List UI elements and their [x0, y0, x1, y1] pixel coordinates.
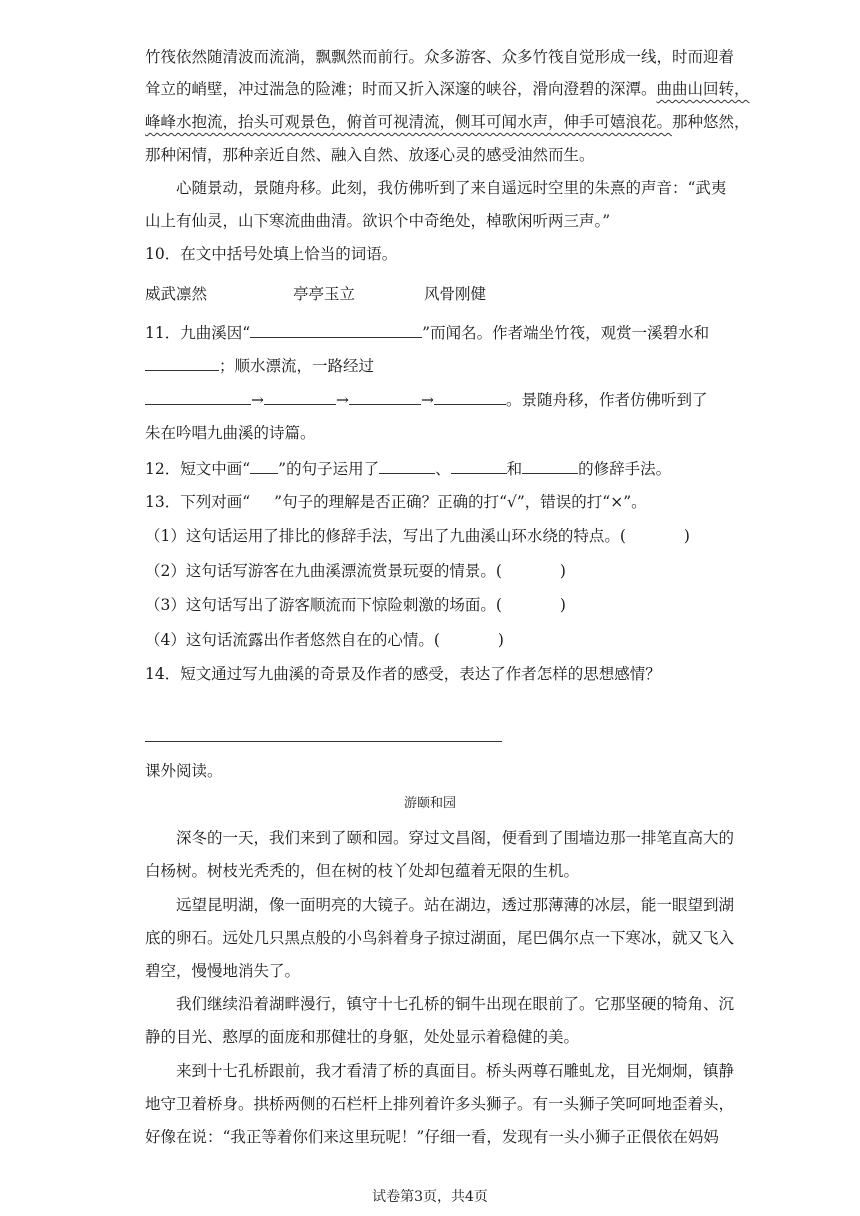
article-line	[176, 994, 756, 1014]
passage-line	[145, 47, 735, 67]
answer-blank[interactable]	[349, 390, 421, 405]
passage-line	[176, 178, 756, 198]
passage-text: 那种悠然，	[672, 113, 750, 131]
article-text: 地守卫着桥身。拱桥两侧的石栏杆上排列着许多头狮子。有一头狮子笑呵呵地歪着头，	[145, 1095, 735, 1113]
section-heading-text: 课外阅读。	[145, 762, 223, 780]
question-10	[145, 244, 725, 264]
question-12-text: 12．短文中画“	[145, 460, 251, 478]
paren-close: )	[559, 596, 566, 614]
question-12-text: ”的句子运用了	[278, 460, 380, 478]
paren-close: )	[497, 631, 504, 649]
arrow: →	[336, 391, 349, 409]
article-line	[176, 895, 756, 915]
question-11-text: 。景随舟移，作者仿佛听到了	[506, 391, 708, 409]
article-text: 来到十七孔桥跟前，我才看清了桥的真面目。桥头两尊石雕虬龙，目光炯炯，镇静	[176, 1062, 735, 1080]
question-12-text: 的修辞手法。	[578, 460, 672, 478]
question-11	[145, 390, 725, 410]
passage-text: 心随景动，景随舟移。此刻，我仿佛听到了来自遥远时空里的朱熹的声音：“武夷	[176, 179, 727, 197]
question-11	[145, 356, 725, 376]
article-line	[145, 1127, 725, 1147]
judgment-statement: （4）这句话流露出作者悠然自在的心情。(	[145, 631, 440, 649]
section-heading	[145, 761, 725, 781]
paren-close: )	[683, 527, 690, 545]
question-13-item	[145, 595, 725, 615]
passage-text: 那种闲情，那种亲近自然、融入自然、放逐心灵的感受油然而生。	[145, 146, 595, 164]
question-13	[145, 492, 725, 512]
article-text: 底的卵石。远处几只黑点般的小鸟斜着身子掠过湖面，尾巴偶尔点一下寒冰，就又飞入	[145, 929, 735, 947]
question-13-item	[145, 561, 725, 581]
question-12-text: 和	[506, 460, 523, 478]
judgment-statement: （2）这句话写游客在九曲溪漂流赏景玩耍的情景。(	[145, 562, 502, 580]
paren-close: )	[559, 562, 566, 580]
passage-text: 耸立的峭壁，冲过湍急的险滩；时而又折入深邃的峡谷，滑向澄碧的深潭。	[145, 80, 657, 98]
question-13-text: ”句子的理解是否正确？正确的打“√”，错误的打“×”。	[274, 493, 647, 511]
article-text: 白杨树。树枝光秃秃的，但在树的枝丫处却包蕴着无限的生机。	[145, 862, 580, 880]
article-text: 我们继续沿着湖畔漫行，镇守十七孔桥的铜牛出现在眼前了。它那坚硬的犄角、沉	[176, 995, 735, 1013]
passage-line	[145, 112, 750, 132]
article-text: 碧空，慢慢地消失了。	[145, 962, 301, 980]
article-line	[145, 1027, 725, 1047]
question-14-stem: 14．短文通过写九曲溪的奇景及作者的感受，表达了作者怎样的思想感情？	[145, 665, 661, 683]
article-line	[145, 928, 735, 948]
wavy-underline-sample	[250, 492, 274, 512]
question-11	[145, 323, 725, 343]
question-11-text: ”而闻名。作者端坐竹筏，观赏一溪碧水和	[422, 324, 710, 342]
option-word: 风骨刚健	[424, 285, 487, 303]
arrow: →	[421, 391, 434, 409]
question-11-text: ；顺水漂流，一路经过	[219, 357, 375, 375]
question-12-text: 、	[435, 460, 451, 478]
question-10-stem: 10．在文中括号处填上恰当的词语。	[145, 245, 398, 263]
article-text: 静的目光、憨厚的面庞和那健壮的身躯，处处显示着稳健的美。	[145, 1028, 580, 1046]
option-word: 亭亭玉立	[293, 285, 356, 303]
answer-blank[interactable]	[379, 459, 435, 474]
article-title: 游颐和园	[403, 796, 456, 811]
article-line	[145, 961, 725, 981]
article-line	[145, 1094, 735, 1114]
article-text: 远望昆明湖，像一面明亮的大镜子。站在湖边，透过那薄薄的冰层，能一眼望到湖	[176, 896, 735, 914]
article-text: 深冬的一天，我们来到了颐和园。穿过文昌阁，便看到了围墙边那一排笔直高大的	[176, 829, 735, 847]
passage-line	[145, 79, 750, 99]
question-14	[145, 664, 725, 684]
article-line	[176, 1061, 756, 1081]
answer-blank[interactable]	[264, 390, 336, 405]
question-13-text: 13．下列对画“	[145, 493, 251, 511]
answer-blank[interactable]	[451, 459, 507, 474]
answer-blank[interactable]	[434, 390, 506, 405]
judgment-statement: （1）这句话运用了排比的修辞手法，写出了九曲溪山环水绕的特点。(	[145, 527, 626, 545]
question-11-text: 11．九曲溪因“	[145, 324, 251, 342]
question-13-item	[145, 526, 725, 546]
answer-blank[interactable]	[522, 459, 578, 474]
wavy-underlined-sentence: 峰峰水抱流，抬头可观景色，俯首可视清流，侧耳可闻水声，伸手可嬉浪花。	[145, 113, 673, 131]
page-footer: 试卷第3页，共4页	[372, 1189, 488, 1205]
article-text: 好像在说：“我正等着你们来这里玩呢！”仔细一看，发现有一头小狮子正偎依在妈妈	[145, 1128, 719, 1146]
answer-line[interactable]	[145, 741, 502, 742]
underline-sample	[250, 459, 278, 474]
passage-text: 竹筏依然随清波而流淌，飘飘然而前行。众多游客、众多竹筏自觉形成一线，时而迎着	[145, 48, 735, 66]
passage-line	[145, 211, 725, 231]
passage-text: 山上有仙灵，山下寒流曲曲清。欲识个中奇绝处，棹歌闲听两三声。”	[145, 212, 611, 230]
arrow: →	[251, 391, 264, 409]
question-12	[145, 459, 725, 479]
passage-line	[145, 145, 725, 165]
article-line	[145, 861, 725, 881]
question-11-text: 朱在吟唱九曲溪的诗篇。	[145, 424, 316, 442]
option-word: 威武凛然	[145, 285, 208, 303]
judgment-statement: （3）这句话写出了游客顺流而下惊险刺激的场面。(	[145, 596, 502, 614]
answer-blank[interactable]	[145, 356, 219, 371]
answer-blank[interactable]	[250, 323, 422, 338]
article-line	[176, 828, 756, 848]
question-11	[145, 423, 725, 443]
question-10-options	[145, 284, 725, 304]
answer-blank[interactable]	[145, 390, 251, 405]
question-13-item	[145, 630, 725, 650]
wavy-underlined-sentence: 曲曲山回转，	[656, 80, 750, 98]
